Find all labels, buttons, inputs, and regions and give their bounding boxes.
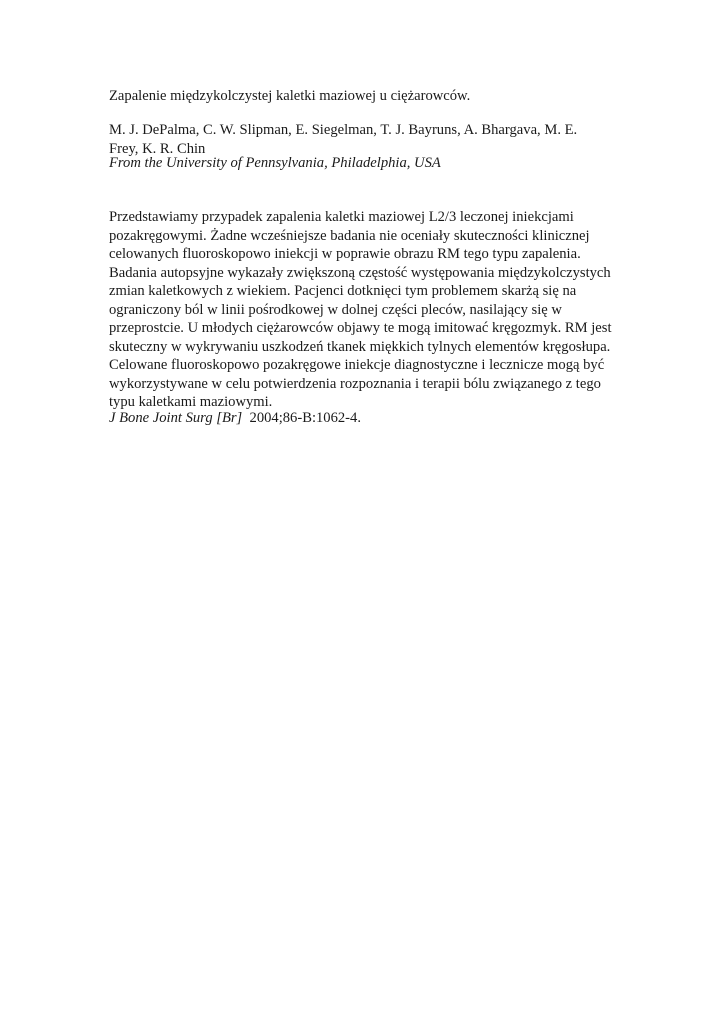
author-line: M. J. DePalma, C. W. Slipman, E. Siegelman, T. J. Bayruns, A. Bhargava, M. E. — [109, 122, 578, 138]
abstract — [109, 208, 629, 412]
abstract-line: przeprostcie. U młodych ciężarowców objawy te mogą imitować kręgozmyk. RM jest — [109, 320, 612, 336]
abstract-line: pozakręgowymi. Żadne wcześniejsze badania nie oceniały skuteczności klinicznej — [109, 227, 590, 244]
abstract-line: celowanych fluoroskopowo iniekcji w poprawie obrazu RM tego typu zapalenia. — [109, 246, 581, 262]
abstract-line: wykorzystywane w celu potwierdzenia rozpoznania i terapii bólu związanego z tego — [109, 375, 601, 392]
abstract-line: ograniczony ból w linii pośrodkowej w dolnej części pleców, nasilający się w — [109, 301, 562, 318]
abstract-line: Przedstawiamy przypadek zapalenia kaletki maziowej L2/3 leczonej iniekcjami — [109, 209, 574, 225]
article-title — [109, 87, 629, 106]
citation-journal: J Bone Joint Surg [Br] — [109, 410, 243, 426]
abstract-line: zmian kaletkowych z wiekiem. Pacjenci dotknięci tym problemem skarżą się na — [109, 283, 577, 299]
author-line: Frey, K. R. Chin — [109, 140, 206, 157]
author-list — [109, 121, 629, 158]
abstract-line: Celowane fluoroskopowo pozakręgowe iniekcje diagnostyczne i lecznicze mogą być — [109, 357, 605, 373]
abstract-line: skuteczny w wykrywaniu uszkodzeń tkanek miękkich tylnych elementów kręgosłupa. — [109, 338, 611, 355]
affiliation-text: From the University of Pennsylvania, Philadelphia, USA — [109, 155, 441, 171]
abstract-line: Badania autopsyjne wykazały zwiększoną częstość występowania międzykolczystych — [109, 264, 611, 281]
citation-details: 2004;86-B:1062-4. — [249, 410, 361, 426]
affiliation — [109, 154, 629, 173]
title-text: Zapalenie międzykolczystej kaletki maziowej u ciężarowców. — [109, 88, 471, 104]
citation — [109, 409, 629, 428]
abstract-line: typu kaletkami maziowymi. — [109, 394, 273, 410]
